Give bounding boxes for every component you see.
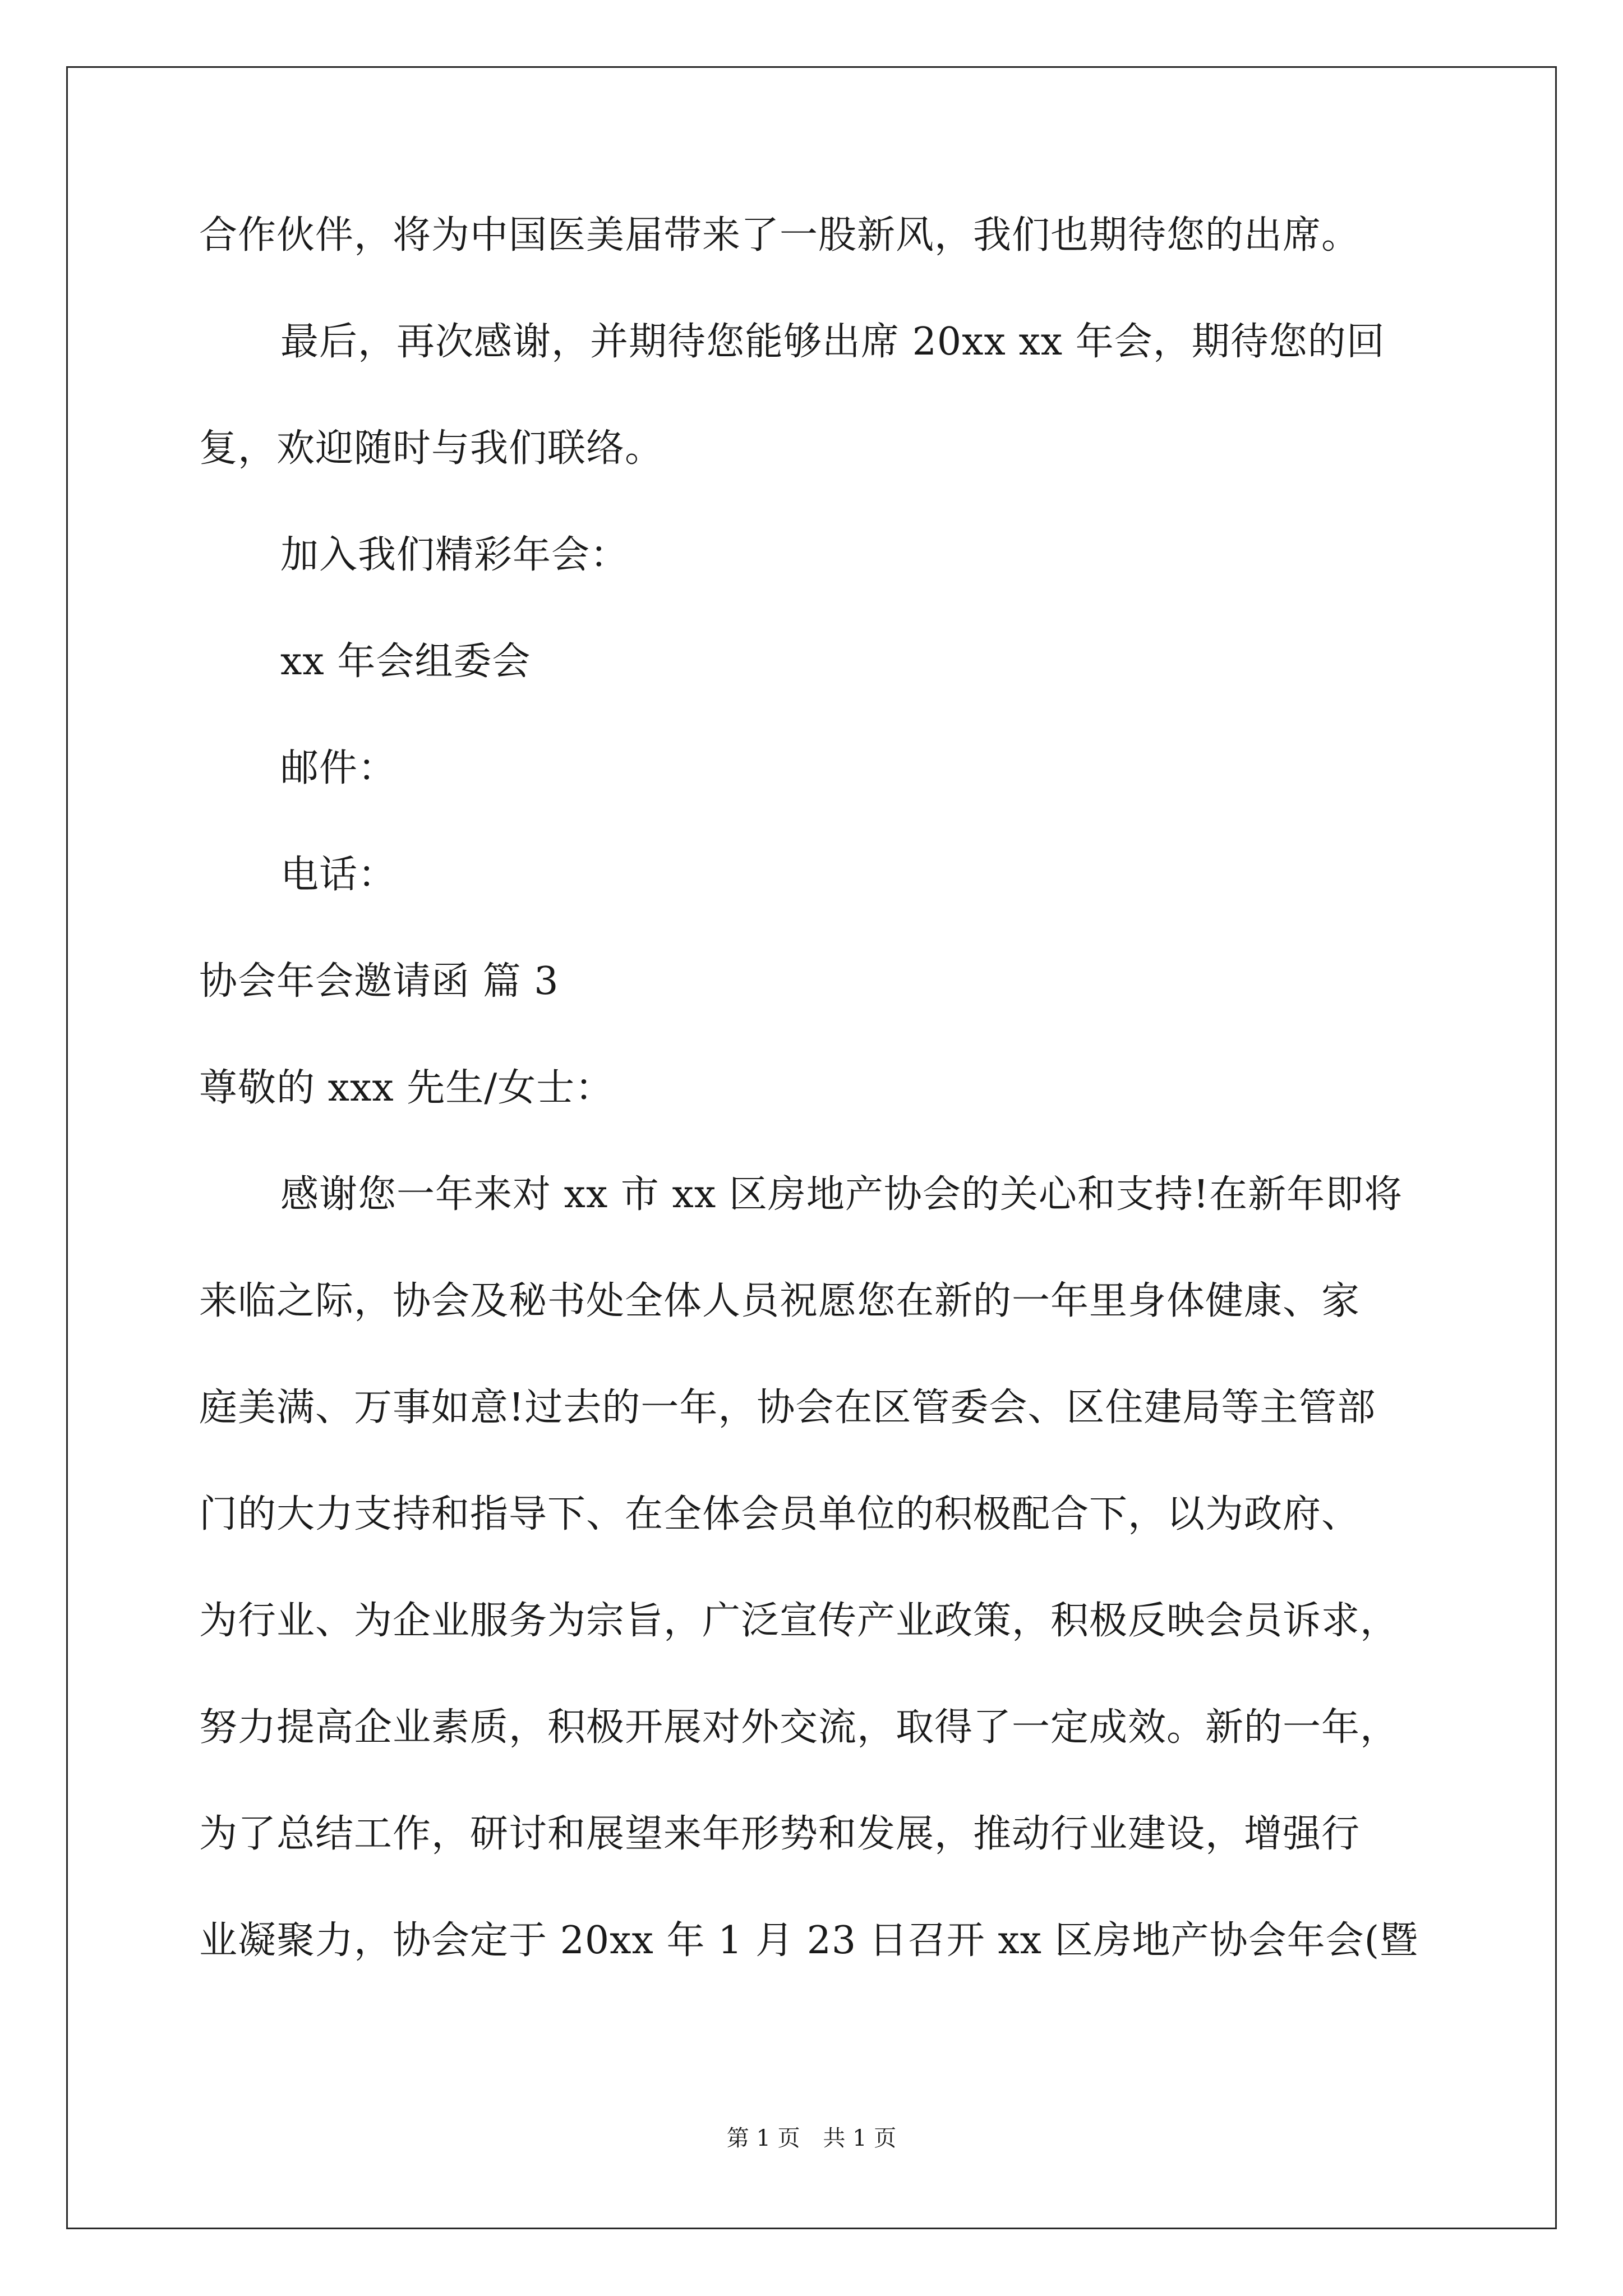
page-number-total: 共 1 页 bbox=[823, 2125, 897, 2151]
text-line: 庭美满、万事如意!过去的一年，协会在区管委会、区住建局等主管部 bbox=[199, 1386, 1376, 1430]
text-line: 来临之际，协会及秘书处全体人员祝愿您在新的一年里身体健康、家 bbox=[199, 1279, 1361, 1323]
text-line: 复，欢迎随时与我们联络。 bbox=[199, 426, 664, 471]
page-border bbox=[66, 66, 1557, 2229]
text-line: 为行业、为企业服务为宗旨，广泛宣传产业政策，积极反映会员诉求， bbox=[199, 1599, 1399, 1643]
text-line: xx 年会组委会 bbox=[280, 639, 531, 684]
text-line: 最后，再次感谢，并期待您能够出席 20xx xx 年会，期待您的回 bbox=[280, 320, 1385, 364]
text-line: 业凝聚力，协会定于 20xx 年 1 月 23 日召开 xx 区房地产协会年会(暨 bbox=[199, 1918, 1419, 1963]
text-line: 感谢您一年来对 xx 市 xx 区房地产协会的关心和支持!在新年即将 bbox=[280, 1172, 1403, 1217]
text-line: 加入我们精彩年会： bbox=[280, 533, 629, 577]
text-line: 邮件： bbox=[280, 746, 397, 790]
section-heading: 协会年会邀请函 篇 3 bbox=[199, 959, 559, 1004]
text-line: 门的大力支持和指导下、在全体会员单位的积极配合下，以为政府、 bbox=[199, 1492, 1361, 1536]
salutation: 尊敬的 xxx 先生/女士： bbox=[199, 1066, 614, 1110]
text-line: 合作伙伴，将为中国医美届带来了一股新风，我们也期待您的出席。 bbox=[199, 213, 1361, 257]
page-number-current: 第 1 页 bbox=[726, 2125, 800, 2151]
page-footer bbox=[0, 2122, 1623, 2155]
text-line: 努力提高企业素质，积极开展对外交流，取得了一定成效。新的一年， bbox=[199, 1705, 1399, 1750]
text-line: 电话： bbox=[280, 853, 397, 897]
text-line: 为了总结工作，研讨和展望来年形势和发展，推动行业建设，增强行 bbox=[199, 1812, 1361, 1856]
